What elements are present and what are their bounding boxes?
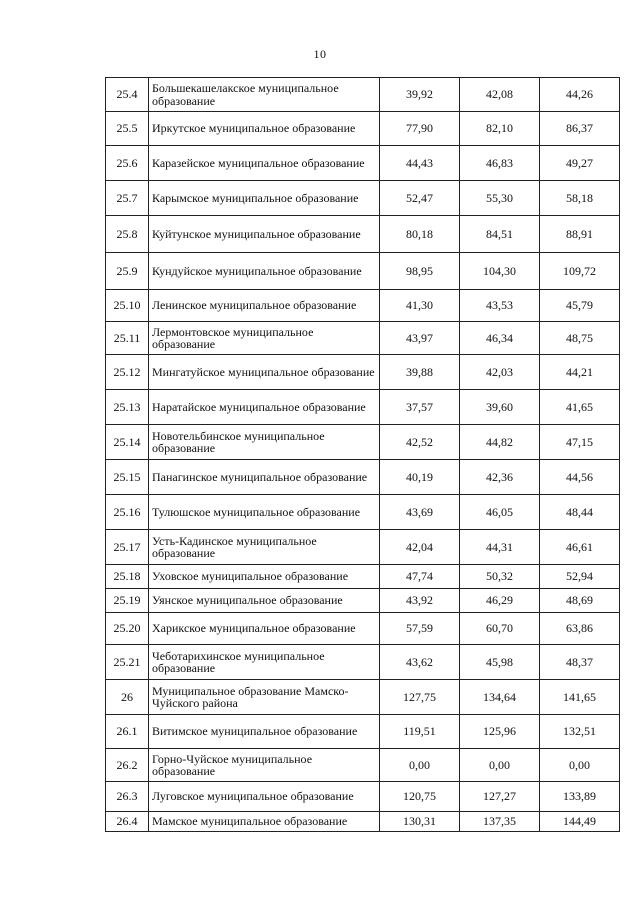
row-number-cell: 25.11 [106, 322, 149, 355]
municipality-name-cell: Горно-Чуйское муниципальное образование [149, 749, 380, 782]
row-number-cell: 25.16 [106, 495, 149, 530]
table-body [106, 78, 620, 832]
row-number-cell: 25.6 [106, 146, 149, 181]
value-1-cell: 39,88 [380, 355, 460, 390]
table-row [106, 78, 620, 112]
value-1-cell: 41,30 [380, 290, 460, 322]
value-3-cell: 45,79 [540, 290, 620, 322]
table-row [106, 390, 620, 425]
value-2-cell: 46,34 [460, 322, 540, 355]
value-1-cell: 52,47 [380, 181, 460, 216]
value-1-cell: 43,97 [380, 322, 460, 355]
municipality-name-cell: Муниципальное образование Мамско-Чуйского района [149, 680, 380, 715]
value-3-cell: 133,89 [540, 782, 620, 812]
value-1-cell: 42,04 [380, 530, 460, 565]
value-2-cell: 82,10 [460, 112, 540, 146]
value-3-cell: 86,37 [540, 112, 620, 146]
table-row [106, 322, 620, 355]
table-row [106, 782, 620, 812]
value-1-cell: 44,43 [380, 146, 460, 181]
value-1-cell: 43,62 [380, 645, 460, 680]
municipality-name-cell: Луговское муниципальное образование [149, 782, 380, 812]
municipality-name-cell: Иркутское муниципальное образование [149, 112, 380, 146]
value-1-cell: 119,51 [380, 715, 460, 749]
table-row [106, 425, 620, 460]
value-3-cell: 63,86 [540, 613, 620, 645]
value-3-cell: 44,26 [540, 78, 620, 112]
value-2-cell: 42,36 [460, 460, 540, 495]
row-number-cell: 25.7 [106, 181, 149, 216]
municipality-name-cell: Харикское муниципальное образование [149, 613, 380, 645]
value-2-cell: 46,05 [460, 495, 540, 530]
value-2-cell: 134,64 [460, 680, 540, 715]
row-number-cell: 26.2 [106, 749, 149, 782]
municipality-name-cell: Усть-Кадинское муниципальное образование [149, 530, 380, 565]
table-row [106, 181, 620, 216]
value-2-cell: 125,96 [460, 715, 540, 749]
table-row [106, 645, 620, 680]
value-3-cell: 48,75 [540, 322, 620, 355]
value-2-cell: 44,82 [460, 425, 540, 460]
table-row [106, 530, 620, 565]
value-2-cell: 42,08 [460, 78, 540, 112]
value-2-cell: 46,83 [460, 146, 540, 181]
value-2-cell: 43,53 [460, 290, 540, 322]
table-row [106, 749, 620, 782]
value-2-cell: 39,60 [460, 390, 540, 425]
value-3-cell: 88,91 [540, 216, 620, 253]
value-3-cell: 49,27 [540, 146, 620, 181]
row-number-cell: 25.18 [106, 565, 149, 589]
row-number-cell: 26.1 [106, 715, 149, 749]
municipality-name-cell: Большекашелакское муниципальное образование [149, 78, 380, 112]
municipality-name-cell: Уховское муниципальное образование [149, 565, 380, 589]
value-1-cell: 130,31 [380, 812, 460, 832]
value-3-cell: 44,21 [540, 355, 620, 390]
value-1-cell: 40,19 [380, 460, 460, 495]
value-2-cell: 45,98 [460, 645, 540, 680]
row-number-cell: 25.5 [106, 112, 149, 146]
value-2-cell: 44,31 [460, 530, 540, 565]
municipality-name-cell: Ленинское муниципальное образование [149, 290, 380, 322]
value-1-cell: 47,74 [380, 565, 460, 589]
table-row [106, 589, 620, 613]
value-2-cell: 46,29 [460, 589, 540, 613]
table-row [106, 812, 620, 832]
value-3-cell: 48,69 [540, 589, 620, 613]
value-2-cell: 55,30 [460, 181, 540, 216]
row-number-cell: 25.9 [106, 253, 149, 290]
value-3-cell: 48,44 [540, 495, 620, 530]
value-3-cell: 0,00 [540, 749, 620, 782]
row-number-cell: 26 [106, 680, 149, 715]
value-2-cell: 137,35 [460, 812, 540, 832]
value-3-cell: 109,72 [540, 253, 620, 290]
table-row [106, 715, 620, 749]
value-1-cell: 57,59 [380, 613, 460, 645]
municipality-name-cell: Уянское муниципальное образование [149, 589, 380, 613]
value-2-cell: 50,32 [460, 565, 540, 589]
row-number-cell: 25.21 [106, 645, 149, 680]
municipality-name-cell: Панагинское муниципальное образование [149, 460, 380, 495]
row-number-cell: 26.3 [106, 782, 149, 812]
page-number: 10 [313, 47, 327, 61]
value-3-cell: 58,18 [540, 181, 620, 216]
table-row [106, 290, 620, 322]
table-row [106, 460, 620, 495]
value-1-cell: 39,92 [380, 78, 460, 112]
municipality-name-cell: Новотельбинское муниципальное образование [149, 425, 380, 460]
value-3-cell: 144,49 [540, 812, 620, 832]
value-1-cell: 0,00 [380, 749, 460, 782]
table-row [106, 680, 620, 715]
value-1-cell: 42,52 [380, 425, 460, 460]
value-2-cell: 127,27 [460, 782, 540, 812]
municipality-name-cell: Витимское муниципальное образование [149, 715, 380, 749]
value-1-cell: 127,75 [380, 680, 460, 715]
value-2-cell: 104,30 [460, 253, 540, 290]
table-row [106, 565, 620, 589]
row-number-cell: 25.19 [106, 589, 149, 613]
municipality-name-cell: Чеботарихинское муниципальное образование [149, 645, 380, 680]
municipality-name-cell: Мингатуйское муниципальное образование [149, 355, 380, 390]
table-row [106, 355, 620, 390]
value-1-cell: 77,90 [380, 112, 460, 146]
value-3-cell: 132,51 [540, 715, 620, 749]
value-3-cell: 47,15 [540, 425, 620, 460]
value-3-cell: 44,56 [540, 460, 620, 495]
row-number-cell: 26.4 [106, 812, 149, 832]
value-2-cell: 84,51 [460, 216, 540, 253]
row-number-cell: 25.13 [106, 390, 149, 425]
value-1-cell: 120,75 [380, 782, 460, 812]
value-1-cell: 43,92 [380, 589, 460, 613]
value-3-cell: 41,65 [540, 390, 620, 425]
value-3-cell: 52,94 [540, 565, 620, 589]
municipality-name-cell: Кундуйское муниципальное образование [149, 253, 380, 290]
municipality-name-cell: Лермонтовское муниципальное образование [149, 322, 380, 355]
data-table [105, 77, 620, 832]
row-number-cell: 25.10 [106, 290, 149, 322]
row-number-cell: 25.15 [106, 460, 149, 495]
table-row [106, 112, 620, 146]
value-3-cell: 46,61 [540, 530, 620, 565]
municipality-name-cell: Тулюшское муниципальное образование [149, 495, 380, 530]
value-2-cell: 0,00 [460, 749, 540, 782]
row-number-cell: 25.8 [106, 216, 149, 253]
value-2-cell: 42,03 [460, 355, 540, 390]
row-number-cell: 25.20 [106, 613, 149, 645]
row-number-cell: 25.14 [106, 425, 149, 460]
row-number-cell: 25.4 [106, 78, 149, 112]
table-row [106, 216, 620, 253]
value-3-cell: 141,65 [540, 680, 620, 715]
value-1-cell: 80,18 [380, 216, 460, 253]
municipality-name-cell: Карымское муниципальное образование [149, 181, 380, 216]
table-row [106, 253, 620, 290]
value-2-cell: 60,70 [460, 613, 540, 645]
municipality-name-cell: Каразейское муниципальное образование [149, 146, 380, 181]
value-1-cell: 43,69 [380, 495, 460, 530]
row-number-cell: 25.12 [106, 355, 149, 390]
municipality-name-cell: Мамское муниципальное образование [149, 812, 380, 832]
table-row [106, 495, 620, 530]
municipality-name-cell: Куйтунское муниципальное образование [149, 216, 380, 253]
municipality-name-cell: Наратайское муниципальное образование [149, 390, 380, 425]
table-row [106, 146, 620, 181]
value-3-cell: 48,37 [540, 645, 620, 680]
value-1-cell: 98,95 [380, 253, 460, 290]
row-number-cell: 25.17 [106, 530, 149, 565]
value-1-cell: 37,57 [380, 390, 460, 425]
table-row [106, 613, 620, 645]
